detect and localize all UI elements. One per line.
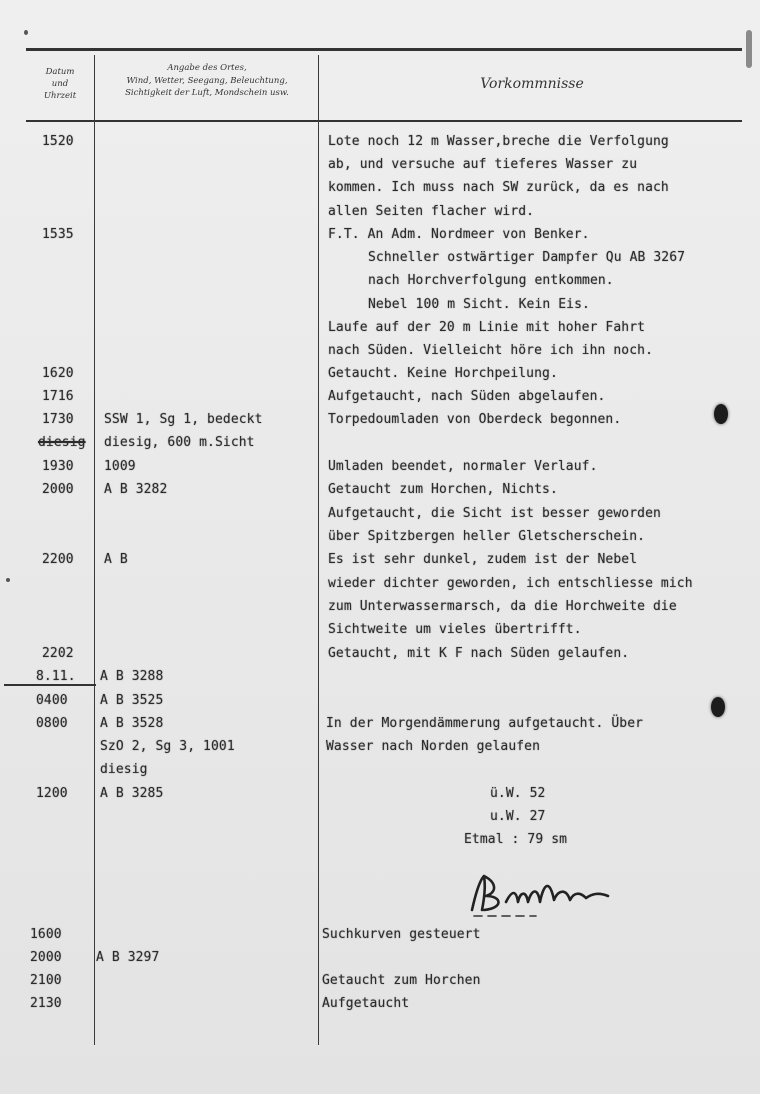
event-line: Wasser nach Norden gelaufen bbox=[326, 739, 541, 754]
time-2202: 2202 bbox=[42, 646, 74, 661]
place-2200: A B bbox=[104, 552, 128, 567]
place-0800-b: SzO 2, Sg 3, 1001 bbox=[100, 739, 235, 754]
event-line: Aufgetaucht bbox=[322, 996, 410, 1011]
top-rule bbox=[26, 48, 742, 51]
place-0800-c: diesig bbox=[100, 762, 148, 777]
event-line: Torpedoumladen von Oberdeck begonnen. bbox=[328, 412, 622, 427]
event-line: Schneller ostwärtiger Dampfer Qu AB 3267 bbox=[368, 250, 686, 265]
event-line: ab, und versuche auf tieferes Wasser zu bbox=[328, 157, 638, 172]
header-date-time: Datum und Uhrzeit bbox=[43, 67, 77, 101]
punch-hole-icon bbox=[714, 404, 728, 424]
event-line: Es ist sehr dunkel, zudem ist der Nebel bbox=[328, 552, 638, 567]
event-line: Umladen beendet, normaler Verlauf. bbox=[328, 459, 598, 474]
event-line: In der Morgendämmerung aufgetaucht. Über bbox=[326, 716, 644, 731]
time-1520: 1520 bbox=[42, 134, 74, 149]
event-line: Getaucht zum Horchen bbox=[322, 973, 481, 988]
event-line: Lote noch 12 m Wasser,breche die Verfolgung bbox=[328, 134, 669, 149]
handwritten-signature bbox=[462, 862, 622, 922]
place-0400: A B 3525 bbox=[100, 693, 164, 708]
place-2000: A B 3282 bbox=[104, 482, 168, 497]
ink-speck bbox=[746, 30, 752, 68]
column-divider-1 bbox=[94, 55, 95, 1045]
place-2000-b: A B 3297 bbox=[96, 950, 160, 965]
event-line: F.T. An Adm. Nordmeer von Benker. bbox=[328, 227, 590, 242]
event-line: nach Horchverfolgung entkommen. bbox=[368, 273, 614, 288]
time-1930: 1930 bbox=[42, 459, 74, 474]
time-crossed-diesig: diesig bbox=[38, 435, 86, 450]
time-0800: 0800 bbox=[36, 716, 68, 731]
event-line: wieder dichter geworden, ich entschliesse mich bbox=[328, 576, 693, 591]
event-line: Getaucht zum Horchen, Nichts. bbox=[328, 482, 558, 497]
summary-under-water: u.W. 27 bbox=[490, 809, 546, 824]
time-1200: 1200 bbox=[36, 786, 68, 801]
date-rule bbox=[4, 684, 96, 686]
date-8-11: 8.11. bbox=[36, 669, 76, 684]
time-2130: 2130 bbox=[30, 996, 62, 1011]
event-line: über Spitzbergen heller Gletscherschein. bbox=[328, 529, 646, 544]
place-1200: A B 3285 bbox=[100, 786, 164, 801]
ink-speck bbox=[6, 578, 10, 582]
time-2200: 2200 bbox=[42, 552, 74, 567]
time-2000-b: 2000 bbox=[30, 950, 62, 965]
place-8-11: A B 3288 bbox=[100, 669, 164, 684]
event-line: zum Unterwassermarsch, da die Horchweite die bbox=[328, 599, 677, 614]
ink-speck bbox=[24, 30, 28, 35]
place-1730: SSW 1, Sg 1, bedeckt bbox=[104, 412, 263, 427]
time-1620: 1620 bbox=[42, 366, 74, 381]
event-line: Nebel 100 m Sicht. Kein Eis. bbox=[368, 297, 590, 312]
time-1600: 1600 bbox=[30, 927, 62, 942]
event-line: Sichtweite um vieles übertrifft. bbox=[328, 622, 582, 637]
event-line: Suchkurven gesteuert bbox=[322, 927, 481, 942]
event-line: Getaucht, mit K F nach Süden gelaufen. bbox=[328, 646, 630, 661]
column-divider-2 bbox=[318, 55, 319, 1045]
event-line: Aufgetaucht, nach Süden abgelaufen. bbox=[328, 389, 606, 404]
header-events: Vorkommnisse bbox=[480, 76, 584, 92]
place-1930: 1009 bbox=[104, 459, 136, 474]
place-0800: A B 3528 bbox=[100, 716, 164, 731]
summary-above-water: ü.W. 52 bbox=[490, 786, 546, 801]
summary-etmal: Etmal : 79 sm bbox=[464, 832, 568, 847]
event-line: kommen. Ich muss nach SW zurück, da es nach bbox=[328, 180, 669, 195]
event-line: nach Süden. Vielleicht höre ich ihn noch. bbox=[328, 343, 653, 358]
time-2000: 2000 bbox=[42, 482, 74, 497]
event-line: Laufe auf der 20 m Linie mit hoher Fahrt bbox=[328, 320, 646, 335]
punch-hole-icon bbox=[711, 697, 725, 717]
header-rule bbox=[26, 120, 742, 122]
place-1730-b: diesig, 600 m.Sicht bbox=[104, 435, 255, 450]
header-location-weather: Angabe des Ortes, Wind, Wetter, Seegang, Beleuchtung, Sichtigkeit der Luft, Mondschein usw. bbox=[125, 63, 289, 98]
event-line: allen Seiten flacher wird. bbox=[328, 204, 535, 219]
time-1535: 1535 bbox=[42, 227, 74, 242]
event-line: Getaucht. Keine Horchpeilung. bbox=[328, 366, 558, 381]
event-line: Aufgetaucht, die Sicht ist besser geworden bbox=[328, 506, 661, 521]
time-1716: 1716 bbox=[42, 389, 74, 404]
time-2100: 2100 bbox=[30, 973, 62, 988]
time-0400: 0400 bbox=[36, 693, 68, 708]
time-1730: 1730 bbox=[42, 412, 74, 427]
